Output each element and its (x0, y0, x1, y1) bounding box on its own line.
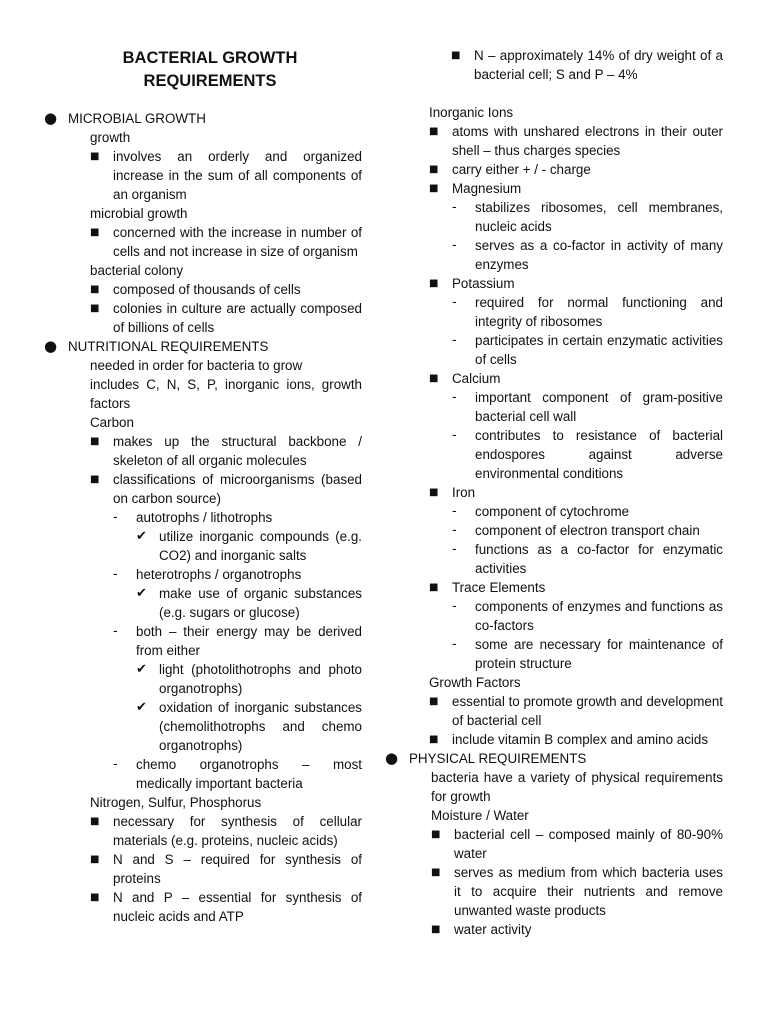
bullet-dash-icon: - (113, 510, 118, 525)
bullet-dash-icon: - (113, 757, 118, 772)
bullet-dash-icon: - (452, 504, 457, 519)
left-column (44, 0, 362, 926)
list-item-label: Growth Factors (429, 675, 521, 690)
list-item (409, 768, 723, 806)
list-item-text: needed in order for bacteria to grow (90, 358, 303, 373)
list-item-text: N and P – essential for synthesis of nucleic acids and ATP (113, 890, 362, 924)
bullet-square-icon: ■ (90, 474, 100, 485)
list-item (385, 749, 723, 939)
list-item (452, 502, 723, 521)
list-item (452, 540, 723, 578)
list-item-text: N and S – required for synthesis of proteins (113, 852, 362, 886)
section-heading: MICROBIAL GROWTH (68, 111, 206, 126)
list-item (90, 470, 362, 793)
list-item-text: make use of organic substances (e.g. sugars or glucose) (159, 586, 362, 620)
list-item (113, 755, 362, 793)
bullet-square-icon: ■ (90, 151, 100, 162)
list-item-text: bacteria have a variety of physical requirements for growth (431, 770, 723, 804)
bullet-square-icon: ■ (90, 436, 100, 447)
list-item (409, 806, 723, 939)
list-item-text: involves an orderly and organized increase in the sum of all components of an organism (113, 149, 362, 202)
list-item (136, 660, 362, 698)
list-item (90, 223, 362, 261)
bullet-dash-icon: - (452, 637, 457, 652)
list-item-text: atoms with unshared electrons in their outer shell – thus charges species (452, 124, 723, 158)
list-item (113, 622, 362, 755)
bullet-square-icon: ■ (90, 892, 100, 903)
list-item (90, 812, 362, 850)
list-item (136, 698, 362, 755)
list-item-text: serves as medium from which bacteria uses it to acquire their nutrients and remove unwanted waste products (454, 865, 723, 918)
list-item (90, 850, 362, 888)
list-item (113, 508, 362, 565)
bullet-dash-icon: - (452, 428, 457, 443)
list-item-label: Inorganic Ions (429, 105, 514, 120)
list-item (431, 825, 723, 863)
list-item (136, 527, 362, 565)
outline-list (407, 46, 723, 84)
list-item (68, 204, 362, 261)
list-item (429, 274, 723, 369)
bullet-square-icon: ■ (429, 582, 439, 593)
list-item-label: Magnesium (452, 181, 522, 196)
checkmark-icon: ✔ (136, 662, 147, 677)
right-column (385, 0, 723, 939)
list-item-label: Nitrogen, Sulfur, Phosphorus (90, 795, 262, 810)
list-item-label: bacterial colony (90, 263, 184, 278)
list-item (44, 337, 362, 926)
list-item (452, 293, 723, 331)
list-item-label: growth (90, 130, 131, 145)
list-item-text: both – their energy may be derived from either (136, 624, 362, 658)
list-item-text: chemo organotrophs – most medically important bacteria (136, 757, 362, 791)
list-item (452, 331, 723, 369)
list-item-text: concerned with the increase in number of cells and not increase in size of organism (113, 225, 362, 259)
list-item-text: required for normal functioning and integrity of ribosomes (475, 295, 723, 329)
bullet-square-icon: ■ (90, 227, 100, 238)
list-item (90, 147, 362, 204)
bullet-square-icon: ■ (90, 816, 100, 827)
list-item-text: bacterial cell – composed mainly of 80-90% water (454, 827, 723, 861)
list-item-text: some are necessary for maintenance of protein structure (475, 637, 723, 671)
list-item-text: participates in certain enzymatic activities of cells (475, 333, 723, 367)
list-item (90, 432, 362, 470)
section-heading: NUTRITIONAL REQUIREMENTS (68, 339, 269, 354)
bullet-dash-icon: - (452, 295, 457, 310)
checkmark-icon: ✔ (136, 529, 147, 544)
bullet-dash-icon: - (452, 542, 457, 557)
list-item (407, 103, 723, 673)
list-item-text: heterotrophs / organotrophs (136, 567, 302, 582)
list-item-text: includes C, N, S, P, inorganic ions, growth factors (90, 377, 362, 411)
list-item-label: Carbon (90, 415, 134, 430)
list-item (90, 280, 362, 299)
list-item-text: composed of thousands of cells (113, 282, 301, 297)
bullet-square-icon: ■ (431, 867, 441, 878)
list-item-text: oxidation of inorganic substances (chemolithotrophs and chemo organotrophs) (159, 700, 362, 753)
list-item (451, 46, 723, 84)
list-item-text: utilize inorganic compounds (e.g. CO2) and inorganic salts (159, 529, 362, 563)
bullet-square-icon: ■ (90, 284, 100, 295)
checkmark-icon: ✔ (136, 586, 147, 601)
outline-list (44, 109, 362, 926)
bullet-dash-icon: - (113, 624, 118, 639)
list-item (68, 128, 362, 204)
list-item (68, 261, 362, 337)
list-item (452, 597, 723, 635)
list-item-text: N – approximately 14% of dry weight of a bacterial cell; S and P – 4% (474, 48, 723, 82)
list-item (407, 673, 723, 749)
bullet-square-icon: ■ (429, 373, 439, 384)
list-item (429, 122, 723, 160)
list-item-text: components of enzymes and functions as co-factors (475, 599, 723, 633)
list-item (452, 521, 723, 540)
list-item (429, 578, 723, 673)
bullet-dash-icon: - (452, 200, 457, 215)
outline-list (385, 749, 723, 939)
list-item-label: microbial growth (90, 206, 188, 221)
bullet-dash-icon: - (452, 238, 457, 253)
list-item-text: classifications of microorganisms (based on carbon source) (113, 472, 362, 506)
list-item-label: Trace Elements (452, 580, 546, 595)
bullet-square-icon: ■ (429, 278, 439, 289)
list-item-text: functions as a co-factor for enzymatic activities (475, 542, 723, 576)
list-item-text: include vitamin B complex and amino acids (452, 732, 709, 747)
list-item (44, 109, 362, 337)
bullet-square-icon: ■ (429, 126, 439, 137)
list-item (68, 375, 362, 413)
bullet-square-icon: ■ (429, 696, 439, 707)
bullet-dash-icon: - (113, 567, 118, 582)
list-item (113, 565, 362, 622)
outline-list (407, 103, 723, 749)
list-item (429, 369, 723, 483)
page-title: BACTERIAL GROWTH REQUIREMENTS (122, 49, 298, 90)
list-item (452, 236, 723, 274)
checkmark-icon: ✔ (136, 700, 147, 715)
bullet-square-icon: ■ (429, 734, 439, 745)
list-item-label: Potassium (452, 276, 515, 291)
list-item-text: component of cytochrome (475, 504, 630, 519)
list-item (68, 413, 362, 793)
bullet-square-icon: ■ (451, 50, 461, 61)
list-item (68, 356, 362, 375)
list-item-text: essential to promote growth and development of bacterial cell (452, 694, 723, 728)
list-item (90, 888, 362, 926)
bullet-square-icon: ■ (431, 924, 441, 935)
bullet-dot-icon: ● (385, 749, 399, 767)
list-item-text: important component of gram-positive bacterial cell wall (475, 390, 723, 424)
list-item (429, 730, 723, 749)
bullet-square-icon: ■ (429, 487, 439, 498)
bullet-square-icon: ■ (429, 183, 439, 194)
list-item-text: contributes to resistance of bacterial endospores against adverse environmental conditions (475, 428, 723, 481)
list-item-text: makes up the structural backbone / skeleton of all organic molecules (113, 434, 362, 468)
spacer (407, 84, 723, 103)
bullet-square-icon: ■ (429, 164, 439, 175)
list-item-text: stabilizes ribosomes, cell membranes, nucleic acids (475, 200, 723, 234)
list-item (136, 584, 362, 622)
list-item-text: carry either + / - charge (452, 162, 591, 177)
list-item (90, 299, 362, 337)
list-item (452, 635, 723, 673)
list-item (429, 483, 723, 578)
list-item (429, 160, 723, 179)
list-item-text: colonies in culture are actually composed of billions of cells (113, 301, 362, 335)
list-item (452, 426, 723, 483)
section-heading: PHYSICAL REQUIREMENTS (409, 751, 587, 766)
list-item-text: autotrophs / lithotrophs (136, 510, 273, 525)
list-item-label: Calcium (452, 371, 501, 386)
list-item-text: component of electron transport chain (475, 523, 700, 538)
bullet-dash-icon: - (452, 390, 457, 405)
list-item-label: Moisture / Water (431, 808, 529, 823)
bullet-dash-icon: - (452, 599, 457, 614)
list-item (431, 920, 723, 939)
bullet-dot-icon: ● (44, 109, 58, 127)
bullet-square-icon: ■ (431, 829, 441, 840)
list-item-text: serves as a co-factor in activity of many enzymes (475, 238, 723, 272)
list-item-text: water activity (454, 922, 532, 937)
list-item (431, 863, 723, 920)
list-item (68, 793, 362, 926)
list-item-label: Iron (452, 485, 476, 500)
bullet-dot-icon: ● (44, 337, 58, 355)
bullet-square-icon: ■ (90, 303, 100, 314)
list-item-text: light (photolithotrophs and photo organotrophs) (159, 662, 362, 696)
list-item (429, 179, 723, 274)
bullet-square-icon: ■ (90, 854, 100, 865)
list-item-text: necessary for synthesis of cellular materials (e.g. proteins, nucleic acids) (113, 814, 362, 848)
bullet-dash-icon: - (452, 333, 457, 348)
list-item (452, 388, 723, 426)
list-item (429, 692, 723, 730)
list-item (452, 198, 723, 236)
bullet-dash-icon: - (452, 523, 457, 538)
